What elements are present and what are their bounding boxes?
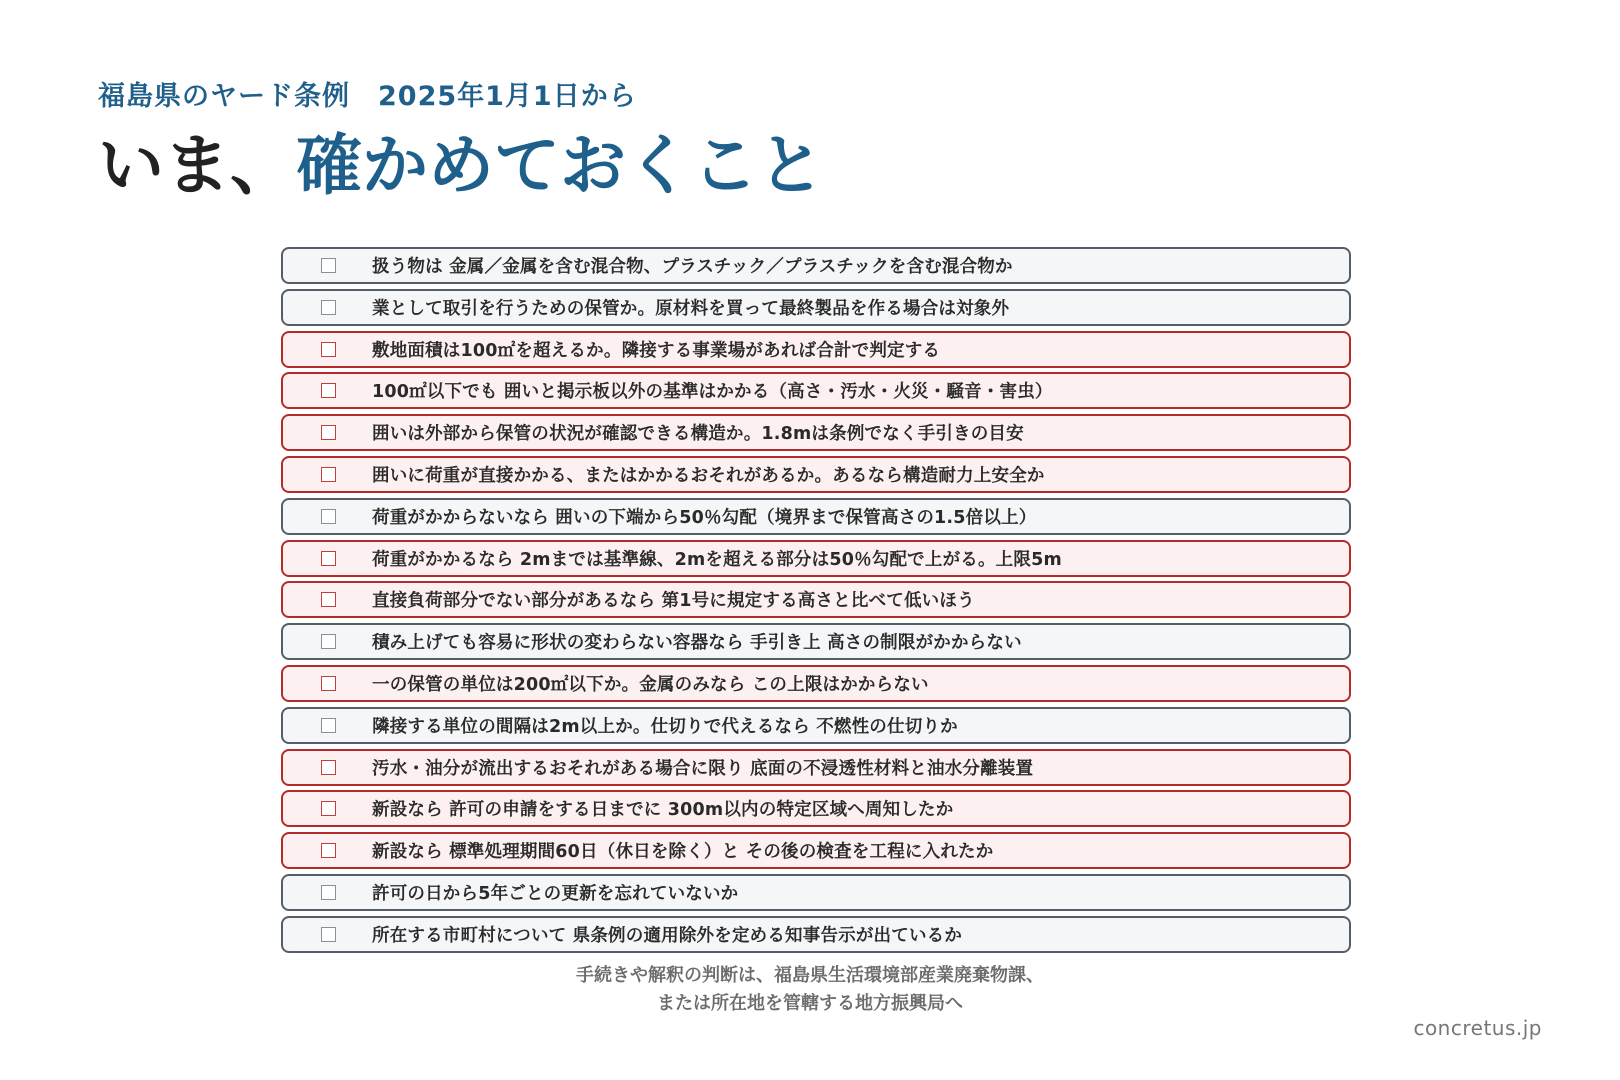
checklist-item-label: 積み上げても容易に形状の変わらない容器なら 手引き上 高さの制限がかからない bbox=[372, 633, 1022, 654]
checkbox-icon[interactable] bbox=[321, 801, 336, 816]
checklist-item bbox=[281, 498, 1351, 535]
footnote-line-2: または所在地を管轄する地方振興局へ bbox=[657, 993, 963, 1014]
checklist-item bbox=[281, 832, 1351, 869]
checklist-item-label: 荷重がかからないなら 囲いの下端から50％勾配（境界まで保管高さの1.5倍以上） bbox=[372, 507, 1037, 528]
checkbox-icon[interactable] bbox=[321, 258, 336, 273]
checklist-item bbox=[281, 665, 1351, 702]
checklist-item-label: 業として取引を行うための保管か。原材料を買って最終製品を作る場合は対象外 bbox=[372, 298, 1010, 319]
checkbox-icon[interactable] bbox=[321, 300, 336, 315]
checklist-item bbox=[281, 707, 1351, 744]
checklist-item-label: 囲いに荷重が直接かかる、またはかかるおそれがあるか。あるなら構造耐力上安全か bbox=[372, 465, 1045, 486]
checkbox-icon[interactable] bbox=[321, 592, 336, 607]
checklist-item-label: 敷地面積は100㎡を超えるか。隣接する事業場があれば合計で判定する bbox=[372, 340, 941, 361]
checkbox-icon[interactable] bbox=[321, 843, 336, 858]
checklist-item bbox=[281, 874, 1351, 911]
checkbox-icon[interactable] bbox=[321, 718, 336, 733]
checklist-item-label: 直接負荷部分でない部分があるなら 第1号に規定する高さと比べて低いほう bbox=[372, 591, 975, 612]
checklist-item bbox=[281, 247, 1351, 284]
checklist-item-label: 扱う物は 金属／金属を含む混合物、プラスチック／プラスチックを含む混合物か bbox=[372, 257, 1013, 277]
checkbox-icon[interactable] bbox=[321, 551, 336, 566]
footnote bbox=[0, 962, 1620, 1018]
checkbox-icon[interactable] bbox=[321, 885, 336, 900]
checklist-item bbox=[281, 331, 1351, 368]
checklist-item bbox=[281, 623, 1351, 660]
checklist bbox=[281, 247, 1351, 958]
checklist-item-label: 所在する市町村について 県条例の適用除外を定める知事告示が出ているか bbox=[372, 925, 963, 946]
checklist-item bbox=[281, 456, 1351, 493]
checklist-item bbox=[281, 540, 1351, 577]
checklist-item bbox=[281, 372, 1351, 409]
checkbox-icon[interactable] bbox=[321, 676, 336, 691]
checklist-item bbox=[281, 790, 1351, 827]
checkbox-icon[interactable] bbox=[321, 467, 336, 482]
page-title-accent: 確かめておくこと bbox=[296, 127, 824, 204]
brand-credit: concretus.jp bbox=[1413, 1016, 1542, 1040]
checklist-item bbox=[281, 581, 1351, 618]
checklist-item-label: 一の保管の単位は200㎡以下か。金属のみなら この上限はかからない bbox=[372, 674, 929, 695]
checklist-item-label: 荷重がかかるなら 2mまでは基準線、2mを超える部分は50％勾配で上がる。上限5m bbox=[372, 549, 1062, 570]
checklist-item-label: 汚水・油分が流出するおそれがある場合に限り 底面の不浸透性材料と油水分離装置 bbox=[372, 758, 1034, 779]
checklist-item-label: 許可の日から5年ごとの更新を忘れていないか bbox=[372, 883, 739, 904]
checkbox-icon[interactable] bbox=[321, 634, 336, 649]
checklist-item bbox=[281, 289, 1351, 326]
page-title-prefix: いま、 bbox=[98, 127, 296, 204]
checklist-item-label: 囲いは外部から保管の状況が確認できる構造か。1.8mは条例でなく手引きの目安 bbox=[372, 424, 1024, 445]
checklist-item bbox=[281, 414, 1351, 451]
checkbox-icon[interactable] bbox=[321, 425, 336, 440]
checklist-item bbox=[281, 749, 1351, 786]
checkbox-icon[interactable] bbox=[321, 760, 336, 775]
checkbox-icon[interactable] bbox=[321, 927, 336, 942]
page-title bbox=[98, 126, 824, 206]
checklist-item-label: 100㎡以下でも 囲いと掲示板以外の基準はかかる（高さ・汚水・火災・騒音・害虫） bbox=[372, 382, 1053, 403]
checkbox-icon[interactable] bbox=[321, 342, 336, 357]
checkbox-icon[interactable] bbox=[321, 509, 336, 524]
checklist-item-label: 新設なら 許可の申請をする日までに 300m以内の特定区域へ周知したか bbox=[372, 800, 954, 821]
checklist-item-label: 新設なら 標準処理期間60日（休日を除く）と その後の検査を工程に入れたか bbox=[372, 842, 994, 863]
checklist-item bbox=[281, 916, 1351, 953]
footnote-line-1: 手続きや解釈の判断は、福島県生活環境部産業廃棄物課、 bbox=[576, 965, 1044, 986]
checklist-item-label: 隣接する単位の間隔は2m以上か。仕切りで代えるなら 不燃性の仕切りか bbox=[372, 716, 958, 737]
checkbox-icon[interactable] bbox=[321, 383, 336, 398]
page-subtitle: 福島県のヤード条例 2025年1月1日から bbox=[98, 81, 637, 112]
